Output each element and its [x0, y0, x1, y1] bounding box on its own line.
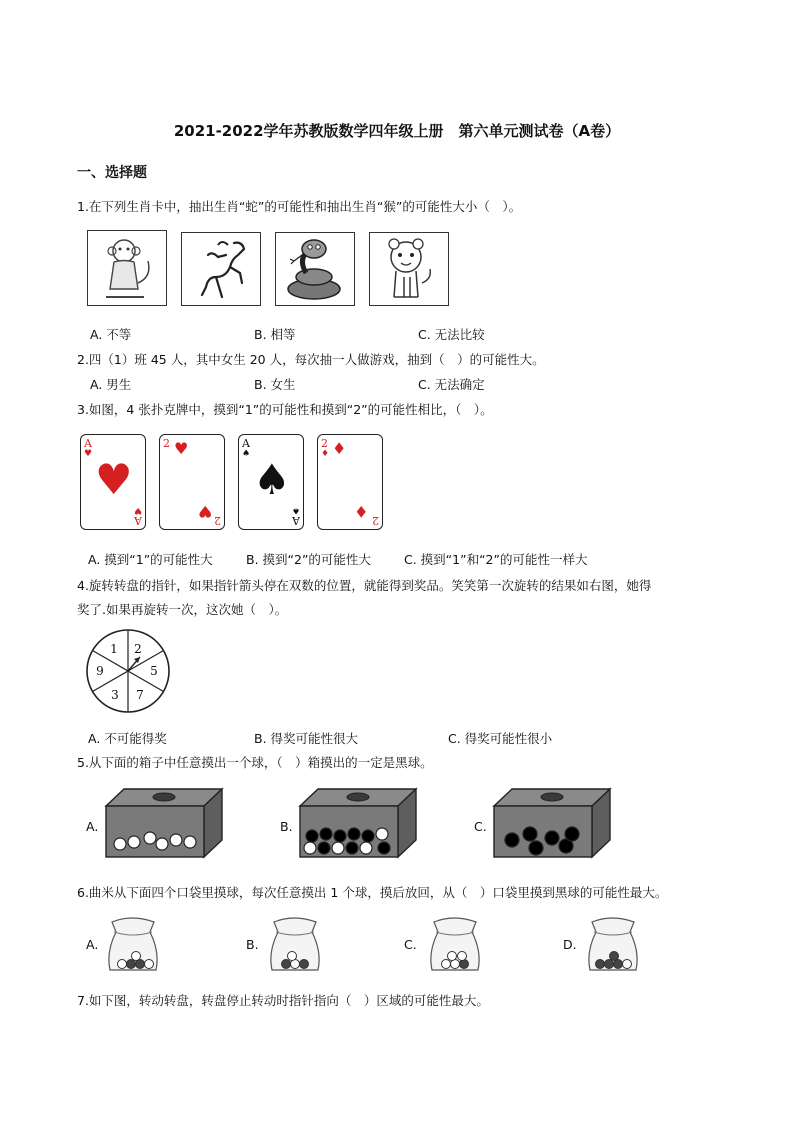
- card-rank: 2: [163, 437, 170, 450]
- q3-option-b[interactable]: B. 摸到“2”的可能性大: [246, 552, 371, 567]
- card-rank: A: [84, 437, 92, 450]
- tiger-card-icon: [369, 232, 449, 306]
- page-title: 2021-2022学年苏教版数学四年级上册 第六单元测试卷（A卷）: [173, 122, 621, 140]
- box-label-c: C.: [474, 819, 487, 834]
- ball-bag-b: [262, 912, 328, 974]
- playing-card-ace-spades: [238, 434, 304, 530]
- bag-label-b: B.: [246, 937, 259, 952]
- box-label-b: B.: [280, 819, 293, 834]
- heart-icon: ♥: [174, 439, 189, 458]
- question-1: 1.在下列生肖卡中，抽出生肖“蛇”的可能性和抽出生肖“猴”的可能性大小（ ）。: [77, 199, 522, 214]
- q4-option-b[interactable]: B. 得奖可能性很大: [254, 731, 359, 746]
- spinner-number: 1: [110, 642, 118, 656]
- q1-option-b[interactable]: B. 相等: [254, 327, 296, 342]
- ball-box-a: [102, 786, 224, 860]
- heart-icon: ♥: [84, 449, 93, 459]
- spinner-number: 2: [134, 642, 142, 656]
- horse-card-icon: [181, 232, 261, 306]
- playing-card-two-hearts: [159, 434, 225, 530]
- spinner-number: 5: [150, 664, 158, 678]
- snake-card-icon: [275, 232, 355, 306]
- heart-icon: ♥: [198, 502, 213, 521]
- bag-label-c: C.: [404, 937, 417, 952]
- q1-option-c[interactable]: C. 无法比较: [418, 327, 485, 342]
- question-7: 7.如下图，转动转盘，转盘停止转动时指针指向（ ）区域的可能性最大。: [77, 993, 489, 1008]
- ball-bag-d: [580, 912, 646, 974]
- q3-option-c[interactable]: C. 摸到“1”和“2”的可能性一样大: [404, 552, 588, 567]
- heart-icon: ♥: [95, 455, 133, 504]
- spade-icon: ♠: [253, 455, 291, 504]
- playing-card-ace-hearts: [80, 434, 146, 530]
- bag-label-a: A.: [86, 937, 99, 952]
- question-4-line-1: 4.旋转转盘的指针，如果指针箭头停在双数的位置，就能得到奖品。笑笑第一次旋转的结果如右图，她得: [77, 578, 652, 593]
- spade-icon: ♠: [242, 449, 251, 459]
- q2-option-b[interactable]: B. 女生: [254, 377, 296, 392]
- q2-option-a[interactable]: A. 男生: [90, 377, 132, 392]
- card-rank: 2: [372, 514, 379, 527]
- q1-option-a[interactable]: A. 不等: [90, 327, 132, 342]
- spinner-wheel: [84, 627, 172, 715]
- diamond-icon: ♦: [354, 502, 369, 521]
- question-2: 2.四（1）班 45 人，其中女生 20 人，每次抽一人做游戏，抽到（ ）的可能性大。: [77, 352, 545, 367]
- question-3: 3.如图，4 张扑克牌中，摸到“1”的可能性和摸到“2”的可能性相比，（ ）。: [77, 402, 493, 417]
- spinner-number: 9: [96, 664, 104, 678]
- question-4-line-2: 奖了.如果再旋转一次，这次她（ ）。: [77, 602, 288, 617]
- monkey-card-icon: [87, 230, 167, 306]
- ball-box-c: [490, 786, 612, 860]
- card-rank: A: [242, 437, 250, 450]
- q4-option-a[interactable]: A. 不可能得奖: [88, 731, 167, 746]
- card-rank: A: [134, 514, 142, 527]
- card-rank: A: [292, 514, 300, 527]
- card-rank: 2: [214, 514, 221, 527]
- box-label-a: A.: [86, 819, 99, 834]
- playing-card-two-diamonds: [317, 434, 383, 530]
- q3-option-a[interactable]: A. 摸到“1”的可能性大: [88, 552, 213, 567]
- spinner-number: 7: [136, 688, 144, 702]
- question-5: 5.从下面的箱子中任意摸出一个球，（ ）箱摸出的一定是黑球。: [77, 755, 433, 770]
- bag-label-d: D.: [563, 937, 577, 952]
- ball-box-b: [296, 786, 418, 860]
- card-rank: 2: [321, 437, 328, 450]
- q2-option-c[interactable]: C. 无法确定: [418, 377, 485, 392]
- question-6: 6.曲米从下面四个口袋里摸球，每次任意摸出 1 个球，摸后放回，从（ ）口袋里摸到黑球的可能性最大。: [77, 885, 668, 900]
- q4-option-c[interactable]: C. 得奖可能性很小: [448, 731, 553, 746]
- section-heading: 一、选择题: [77, 165, 147, 181]
- diamond-icon: ♦: [321, 449, 330, 459]
- ball-bag-a: [100, 912, 166, 974]
- spade-icon: ♠: [291, 505, 300, 515]
- ball-bag-c: [422, 912, 488, 974]
- diamond-icon: ♦: [332, 439, 347, 458]
- heart-icon: ♥: [133, 505, 142, 515]
- spinner-number: 3: [111, 688, 119, 702]
